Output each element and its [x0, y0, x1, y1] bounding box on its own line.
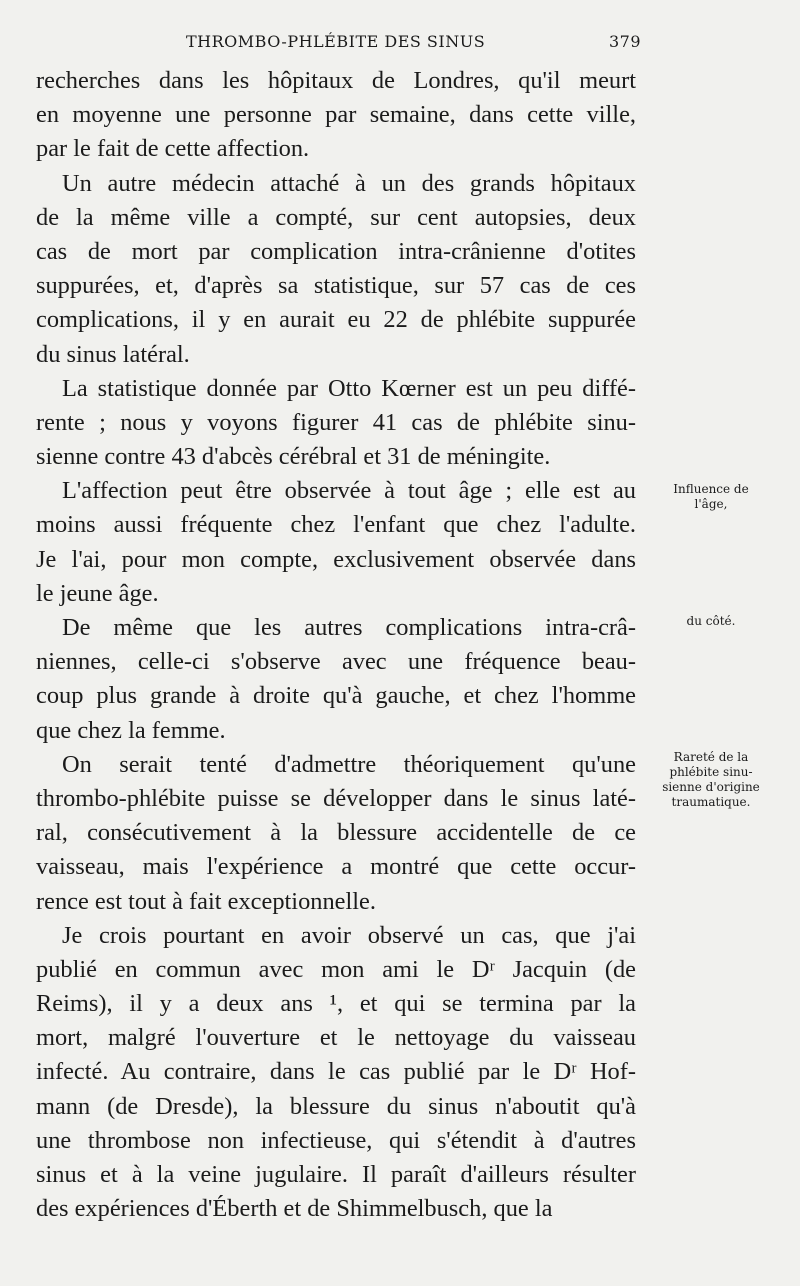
page-number: 379: [608, 32, 641, 51]
margin-note-line: Influence de: [673, 482, 749, 496]
text-line: rence est tout à fait exceptionnelle.: [36, 887, 376, 915]
paragraph: [36, 611, 636, 748]
text-line: des expériences d'Éberth et de Shimmelbusch, que la: [36, 1195, 553, 1223]
text-line: L'affection peut être observée à tout âge ; elle est au: [62, 477, 636, 505]
text-line: cas de mort par complication intra-crânienne d'otites: [36, 237, 636, 265]
margin-note-line: du côté.: [686, 614, 736, 628]
paragraph: [36, 474, 636, 611]
text-line: de la même ville a compté, sur cent autopsies, deux: [36, 203, 636, 231]
running-title: THROMBO-PHLÉBITE DES SINUS: [186, 32, 486, 51]
text-line: une thrombose non infectieuse, qui s'étendit à d'autres: [36, 1126, 636, 1154]
body-text: [36, 64, 636, 1226]
text-line: par le fait de cette affection.: [36, 135, 310, 163]
text-line: du sinus latéral.: [36, 340, 190, 368]
paragraph: [36, 919, 636, 1227]
text-line: moins aussi fréquente chez l'enfant que chez l'adulte.: [36, 511, 636, 539]
margin-note-rarity: [650, 750, 772, 810]
text-line: Reims), il y a deux ans ¹, et qui se termina par la: [36, 990, 636, 1018]
text-line: mort, malgré l'ouverture et le nettoyage du vaisseau: [36, 1024, 636, 1052]
text-line: suppurées, et, d'après sa statistique, sur 57 cas de ces: [36, 272, 636, 300]
text-line: Un autre médecin attaché à un des grands hôpitaux: [62, 169, 636, 197]
text-line: Je l'ai, pour mon compte, exclusivement observée dans: [36, 545, 636, 573]
text-line: rente ; nous y voyons figurer 41 cas de phlébite sinu-: [36, 408, 636, 436]
text-line: coup plus grande à droite qu'à gauche, et chez l'homme: [36, 682, 636, 710]
margin-note-line: phlébite sinu-: [669, 765, 753, 779]
paragraph: [36, 748, 636, 919]
margin-note-line: traumatique.: [671, 795, 751, 809]
text-line: La statistique donnée par Otto Kœrner est un peu diffé-: [62, 374, 636, 402]
paragraph: [36, 64, 636, 167]
text-line: niennes, celle-ci s'observe avec une fréquence beau-: [36, 648, 636, 676]
text-line: infecté. Au contraire, dans le cas publié par le Dʳ Hof-: [36, 1058, 636, 1086]
text-line: publié en commun avec mon ami le Dʳ Jacquin (de: [36, 955, 636, 983]
paragraph: [36, 372, 636, 475]
text-line: vaisseau, mais l'expérience a montré que cette occur-: [36, 853, 636, 881]
text-line: sienne contre 43 d'abcès cérébral et 31 de méningite.: [36, 443, 551, 471]
margin-note-line: Rareté de la: [673, 750, 749, 764]
text-line: Je crois pourtant en avoir observé un cas, que j'ai: [62, 921, 636, 949]
margin-note-line: sienne d'origine: [662, 780, 760, 794]
paragraph: [36, 167, 636, 372]
text-line: recherches dans les hôpitaux de Londres, qu'il meurt: [36, 67, 636, 94]
text-line: en moyenne une personne par semaine, dans cette ville,: [36, 101, 636, 129]
text-line: sinus et à la veine jugulaire. Il paraît d'ailleurs résulter: [36, 1161, 636, 1188]
margin-note-side: [650, 614, 772, 629]
text-line: complications, il y en aurait eu 22 de phlébite suppurée: [36, 306, 636, 334]
text-line: ral, consécutivement à la blessure accidentelle de ce: [36, 819, 636, 847]
text-line: mann (de Dresde), la blessure du sinus n'aboutit qu'à: [36, 1092, 636, 1120]
text-line: De même que les autres complications intra-crâ-: [62, 614, 636, 641]
margin-note-line: l'âge,: [694, 497, 728, 511]
text-line: On serait tenté d'admettre théoriquement qu'une: [62, 750, 636, 778]
margin-note-age: [650, 482, 772, 512]
text-line: thrombo-phlébite puisse se développer dans le sinus laté-: [36, 784, 636, 812]
text-line: le jeune âge.: [36, 579, 159, 607]
running-header: [36, 30, 641, 54]
text-line: que chez la femme.: [36, 716, 226, 744]
